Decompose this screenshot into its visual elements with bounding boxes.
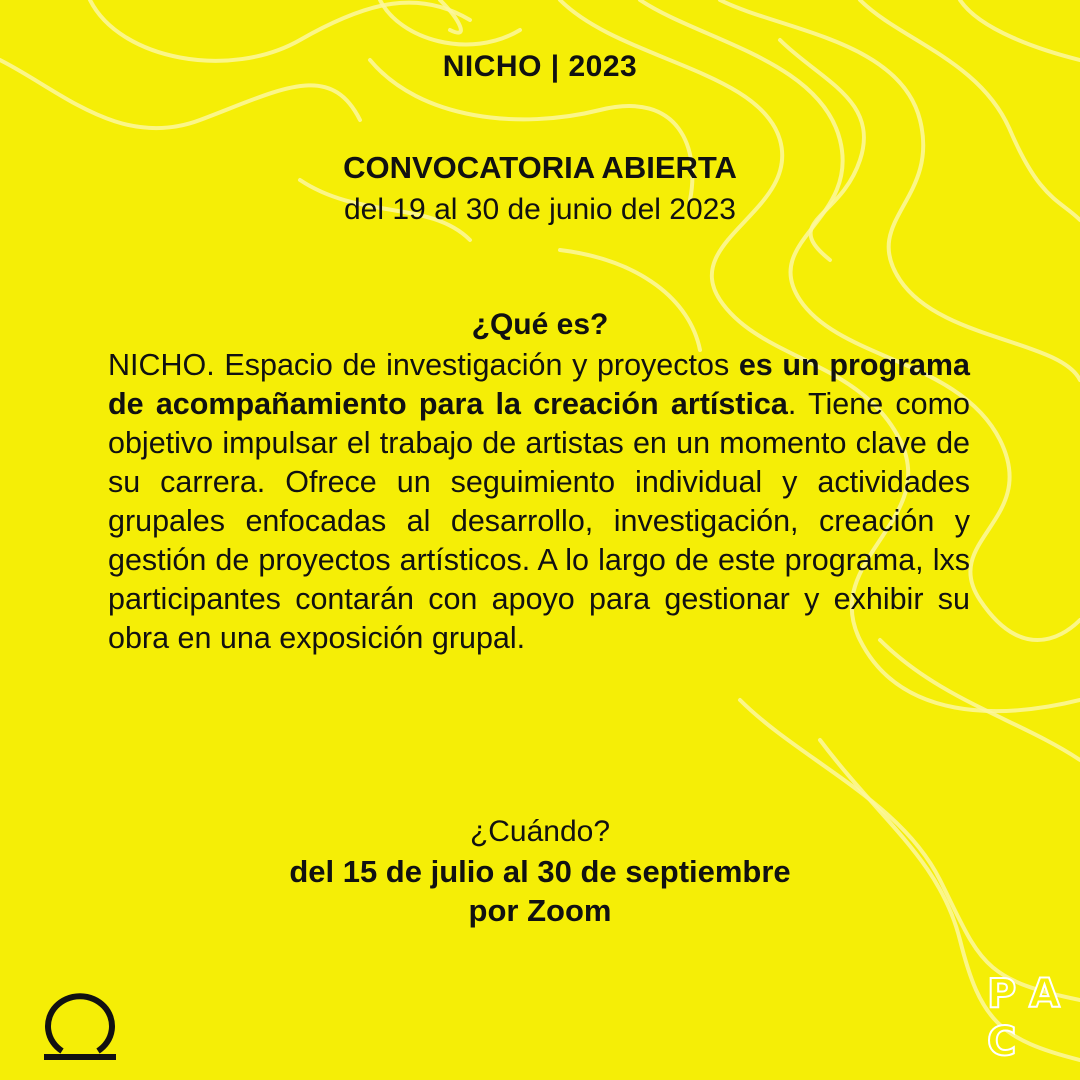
que-es-heading: ¿Qué es? <box>471 308 609 341</box>
convocatoria-dates: del 19 al 30 de junio del 2023 <box>344 193 736 226</box>
pac-logo <box>985 972 1065 1064</box>
cuando-heading: ¿Cuándo? <box>469 815 611 848</box>
description-paragraph <box>108 346 970 658</box>
cuando-place: por Zoom <box>468 893 612 928</box>
pac-logo-c: C <box>987 1019 1017 1065</box>
convocatoria-title: CONVOCATORIA ABIERTA <box>343 150 737 185</box>
header-title: NICHO | 2023 <box>442 50 638 83</box>
pac-logo-a: A <box>1029 971 1060 1017</box>
description-text-start: NICHO. Espacio de investigación y proyectos <box>108 348 739 382</box>
cuando-dates: del 15 de julio al 30 de septiembre <box>289 854 791 889</box>
omega-icon <box>40 985 120 1065</box>
description-text-end: . Tiene como objetivo impulsar el trabajo de artistas en un momento clave de su carrera. Ofrece un seguimiento individual y actividades grupales enfocadas al desarrollo, investigación, creación y gestión de proyectos artísticos. A lo largo de este programa, lxs participantes contarán con apoyo para gestionar y exhibir su obra en una exposición grupal. <box>108 387 970 655</box>
description-text-bold: es un programa de acompañamiento para la creación artística <box>108 348 970 421</box>
pac-logo-p: P <box>987 971 1017 1017</box>
